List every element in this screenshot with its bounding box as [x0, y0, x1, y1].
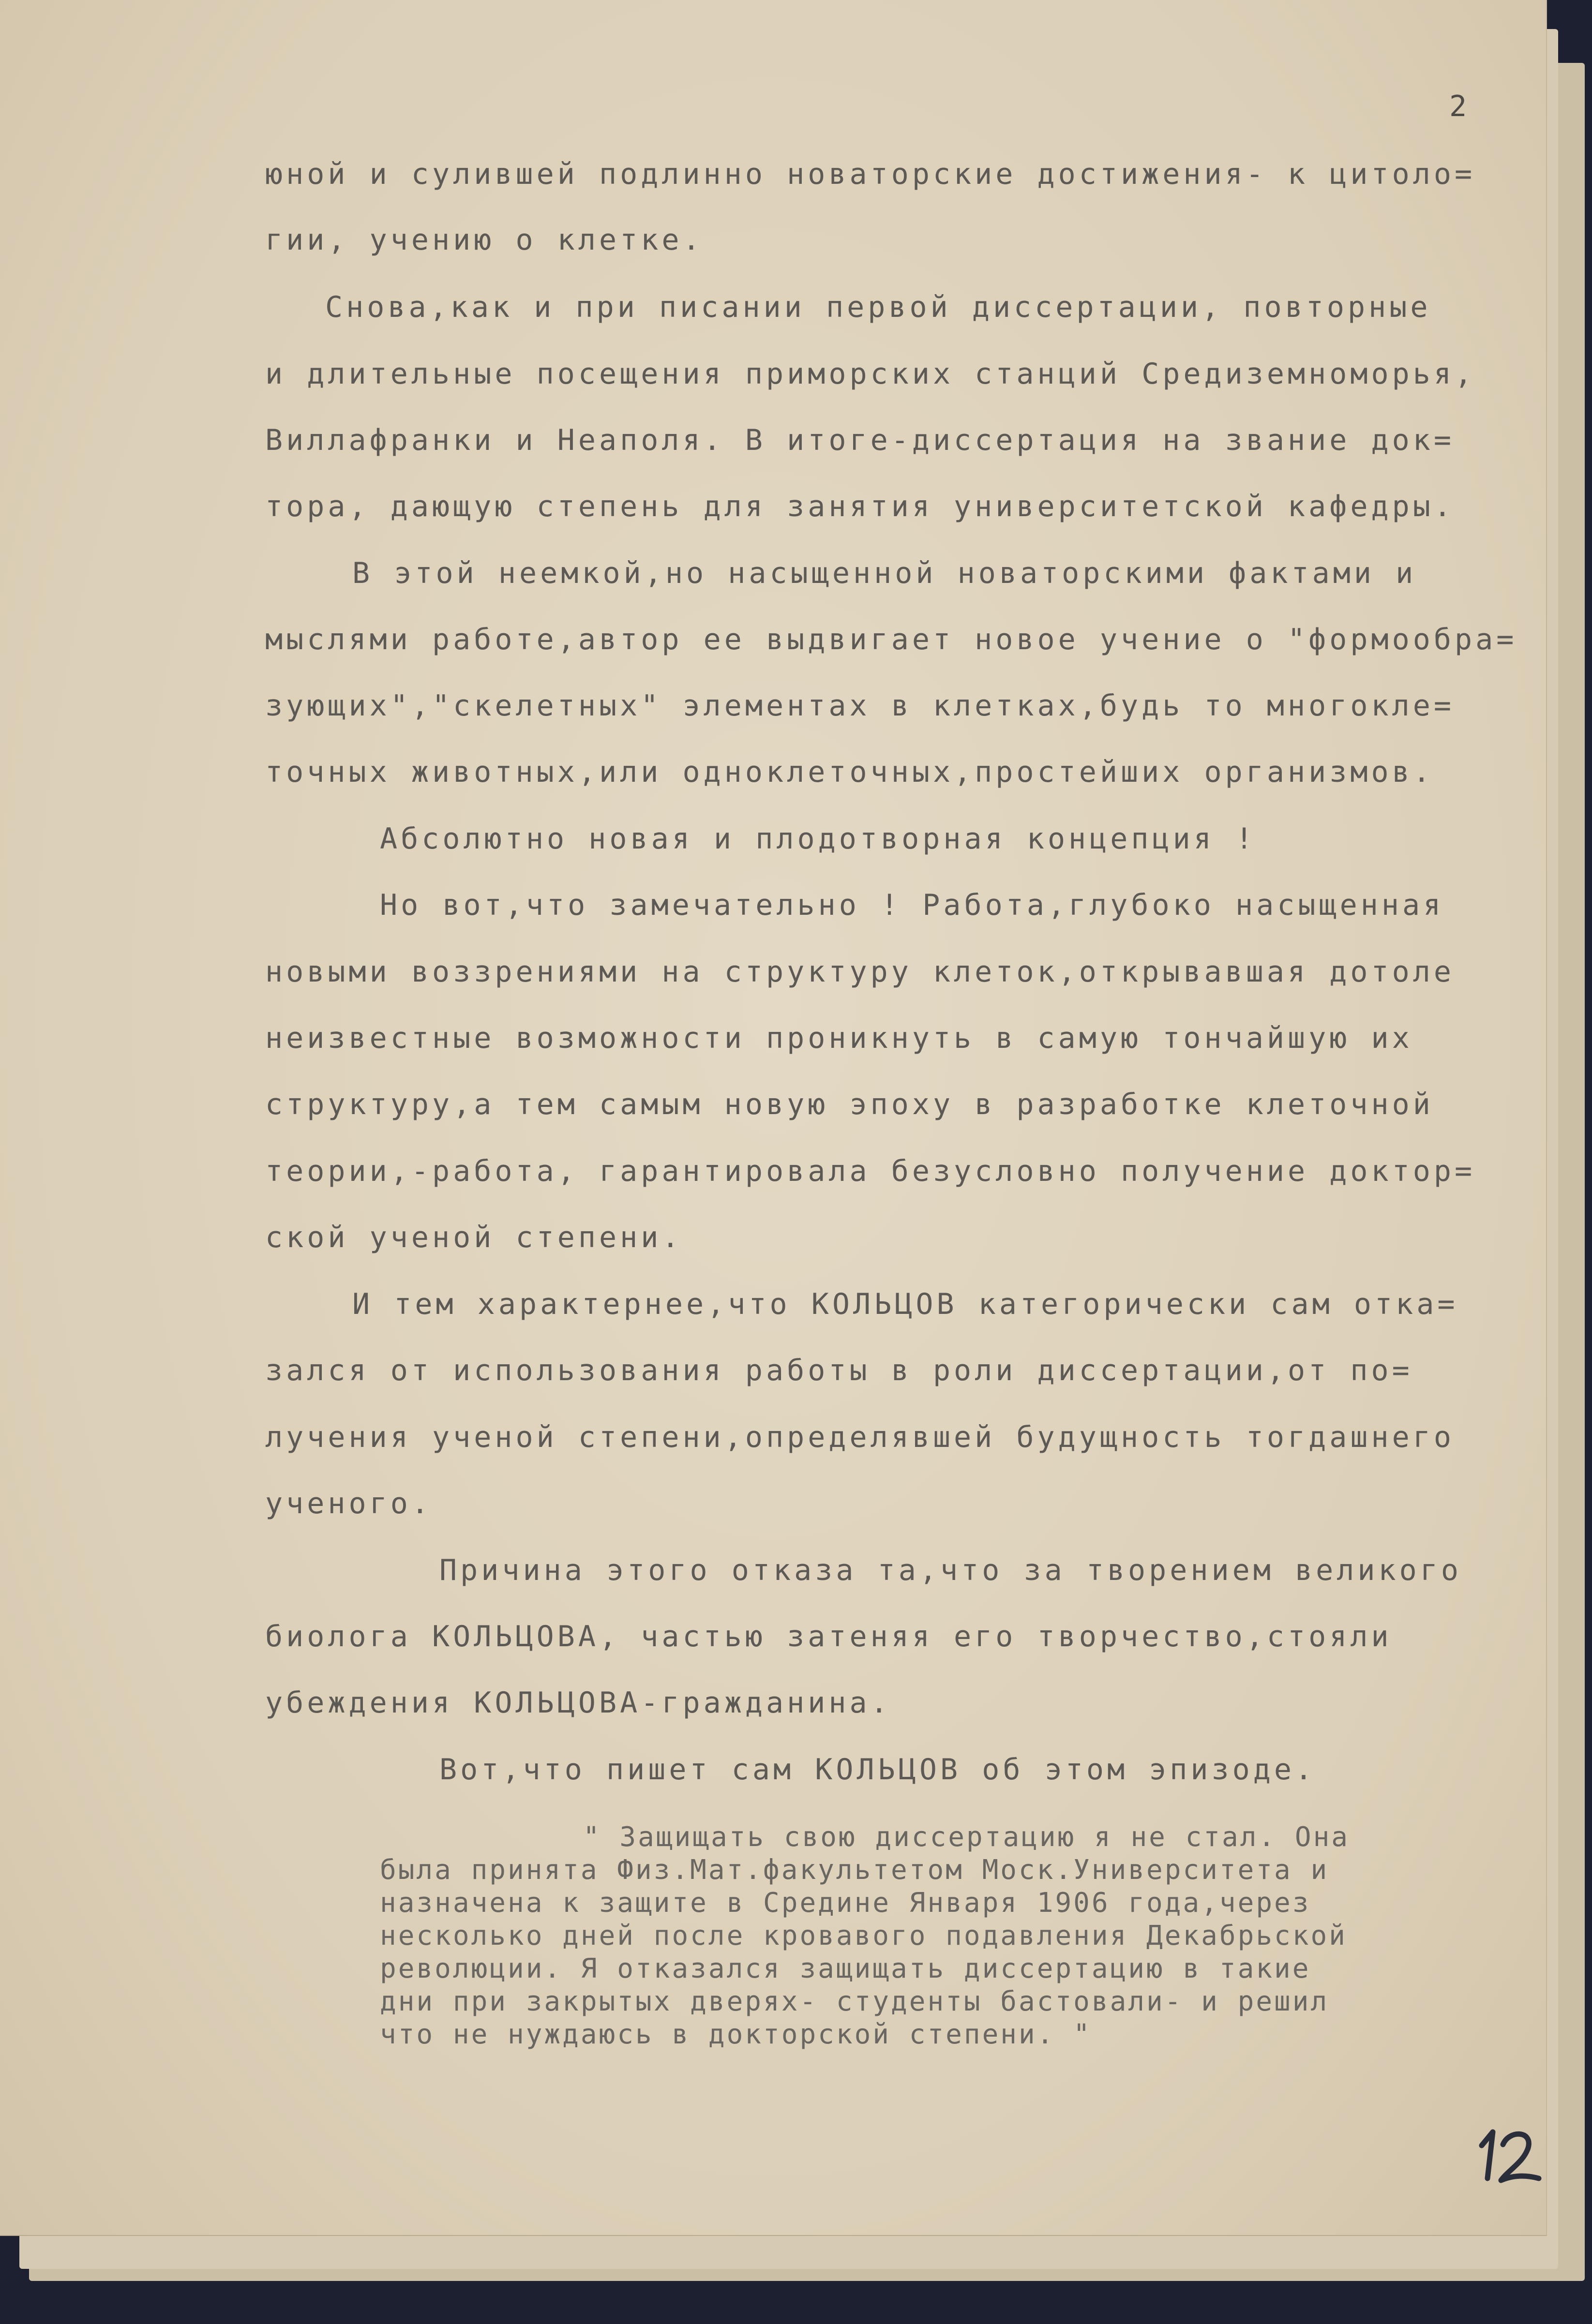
text-line: гии, учению о клетке. — [265, 223, 704, 257]
text-line: структуру,а тем самым новую эпоху в разработке клеточной — [265, 1088, 1434, 1121]
quote-line: " Защищать свою диссертацию я не стал. Она — [583, 1821, 1350, 1853]
quote-line: что не нуждаюсь в докторской степени. " — [380, 2019, 1092, 2050]
quote-line: несколько дней после кровавого подавления Декабрьской — [380, 1920, 1347, 1952]
handwritten-archive-number — [1471, 2121, 1544, 2189]
text-line: тора, дающую степень для занятия университетской кафедры. — [265, 490, 1455, 523]
text-line: зующих","скелетных" элементах в клетках,будь то многокле= — [265, 689, 1455, 723]
text-line: мыслями работе,автор ее выдвигает новое учение о "формообра= — [265, 623, 1517, 656]
text-line: Вот,что пишет сам КОЛЬЦОВ об этом эпизоде. — [439, 1753, 1316, 1787]
text-line: В этой неемкой,но насыщенной новаторскими фактами и — [352, 556, 1417, 590]
quote-line: дни при закрытых дверях- студенты бастовали- и решил — [380, 1986, 1329, 2017]
text-line: точных животных,или одноклеточных,простейших организмов. — [265, 755, 1434, 789]
text-line: новыми воззрениями на структуру клеток,открывавшая дотоле — [265, 955, 1455, 989]
text-line: неизвестные возможности проникнуть в самую тончайшую их — [265, 1021, 1413, 1055]
text-line: ской ученой степени. — [265, 1221, 683, 1254]
quote-line: революции. Я отказался защищать диссертацию в такие — [380, 1953, 1311, 1984]
text-line: теории,-работа, гарантировала безусловно получение доктор= — [265, 1154, 1476, 1188]
text-line: И тем характернее,что КОЛЬЦОВ категорически сам отка= — [352, 1287, 1458, 1321]
text-line: лучения ученой степени,определявшей будущность тогдашнего — [265, 1420, 1455, 1454]
text-line: Снова,как и при писании первой диссертации, повторные — [325, 290, 1431, 324]
text-line: Виллафранки и Неаполя. В итоге-диссертация на звание док= — [265, 423, 1455, 457]
quote-line: была принята Физ.Мат.факультетом Моск.Университета и — [380, 1854, 1329, 1886]
text-line: зался от использования работы в роли диссертации,от по= — [265, 1354, 1413, 1387]
text-line: биолога КОЛЬЦОВА, частью затеняя его творчество,стояли — [265, 1620, 1392, 1654]
text-line: Но вот,что замечательно ! Работа,глубоко насыщенная — [380, 888, 1444, 922]
text-line: ученого. — [265, 1487, 432, 1520]
quote-line: назначена к защите в Средине Января 1906 года,через — [380, 1887, 1311, 1919]
page-number: 2 — [1449, 89, 1467, 123]
text-line: убеждения КОЛЬЦОВА-гражданина. — [265, 1686, 891, 1720]
text-line: Причина этого отказа та,что за творением великого — [439, 1553, 1462, 1587]
text-line: и длительные посещения приморских станций Средиземноморья, — [265, 357, 1476, 391]
text-line: юной и сулившей подлинно новаторские достижения- к цитоло= — [265, 157, 1476, 191]
text-line: Абсолютно новая и плодотворная концепция ! — [380, 822, 1257, 856]
